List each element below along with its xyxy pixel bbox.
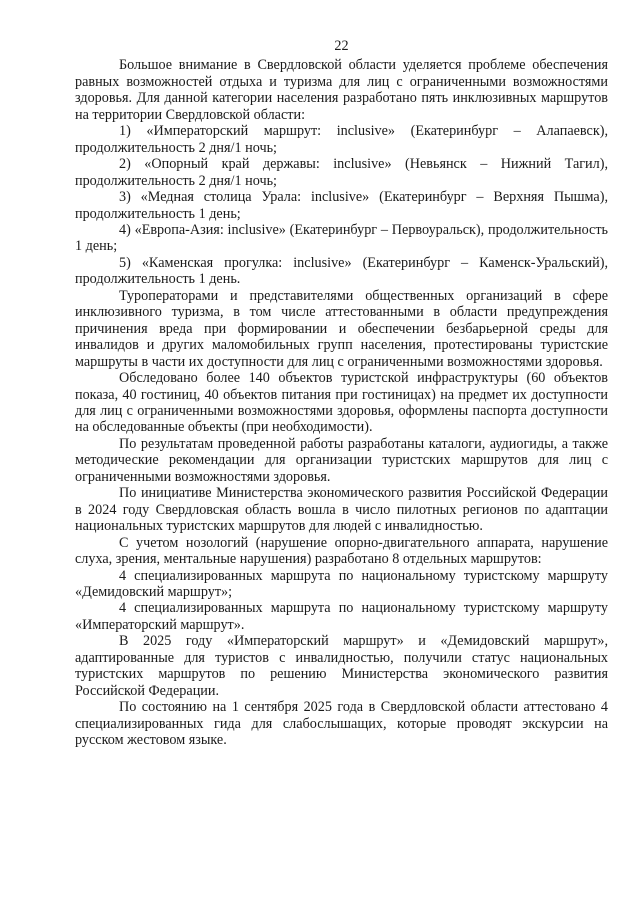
paragraph-nosologies: С учетом нозологий (нарушение опорно-двигательного аппарата, нарушение слуха, зрения, ментальные нарушения) разработано 8 отдельных маршрутов: — [75, 534, 608, 568]
paragraph-guides: По состоянию на 1 сентября 2025 года в Свердловской области аттестовано 4 специализированных гида для слабослышащих, которые проводят экскурсии на русском жестовом языке. — [75, 699, 608, 749]
route-item-3: 3) «Медная столица Урала: inclusive» (Екатеринбург – Верхняя Пышма), продолжительность 1 день; — [75, 189, 608, 222]
paragraph-results: По результатам проведенной работы разработаны каталоги, аудиогиды, а также методические рекомендации для организации туристских маршрутов для лиц с ограниченными возможностями здоровья. — [75, 435, 608, 485]
paragraph-demidov-routes: 4 специализированных маршрута по национальному туристскому маршруту «Демидовский маршрут»; — [75, 567, 608, 600]
route-item-1: 1) «Императорский маршрут: inclusive» (Екатеринбург – Алапаевск), продолжительность 2 дня/1 ночь; — [75, 123, 608, 156]
document-page — [75, 38, 608, 748]
page-number: 22 — [334, 38, 349, 54]
route-item-2: 2) «Опорный край державы: inclusive» (Невьянск – Нижний Тагил), продолжительность 2 дня/1 ночь; — [75, 156, 608, 189]
paragraph-intro: Большое внимание в Свердловской области уделяется проблеме обеспечения равных возможностей отдыха и туризма для лиц с ограниченными возможностями здоровья. Для данной категории населения разработано пять инклюзивных маршрутов на территории Свердловской области: — [75, 57, 608, 123]
paragraph-testing: Туроператорами и представителями общественных организаций в сфере инклюзивного туризма, в том числе аттестованными в области предупреждения причинения вреда при формировании и обеспечении безбарьерной среды для инвалидов и других маломобильных групп населения, протестированы туристские маршруты в части их доступности для лиц с ограниченными возможностями здоровья. — [75, 287, 608, 370]
paragraph-national-status: В 2025 году «Императорский маршрут» и «Демидовский маршрут», адаптированные для туристов с инвалидностью, получили статус национальных туристских маршрутов по решению Министерства экономического развития Российской Федерации. — [75, 633, 608, 699]
paragraph-survey: Обследовано более 140 объектов туристской инфраструктуры (60 объектов показа, 40 гостиниц, 40 объектов питания при гостиницах) на предмет их доступности для лиц с ограниченными возможностями здоровья, оформлены паспорта доступности на обследованные объекты (при необходимости). — [75, 370, 608, 436]
route-item-4: 4) «Европа-Азия: inclusive» (Екатеринбург – Первоуральск), продолжительность 1 день; — [75, 221, 608, 255]
route-item-5: 5) «Каменская прогулка: inclusive» (Екатеринбург – Каменск-Уральский), продолжительность 1 день. — [75, 254, 608, 288]
paragraph-initiative: По инициативе Министерства экономического развития Российской Федерации в 2024 году Свердловская область вошла в число пилотных регионов по адаптации национальных туристских маршрутов для людей с инвалидностью. — [75, 485, 608, 535]
paragraph-imperial-routes: 4 специализированных маршрута по национальному туристскому маршруту «Императорский маршрут». — [75, 600, 608, 633]
